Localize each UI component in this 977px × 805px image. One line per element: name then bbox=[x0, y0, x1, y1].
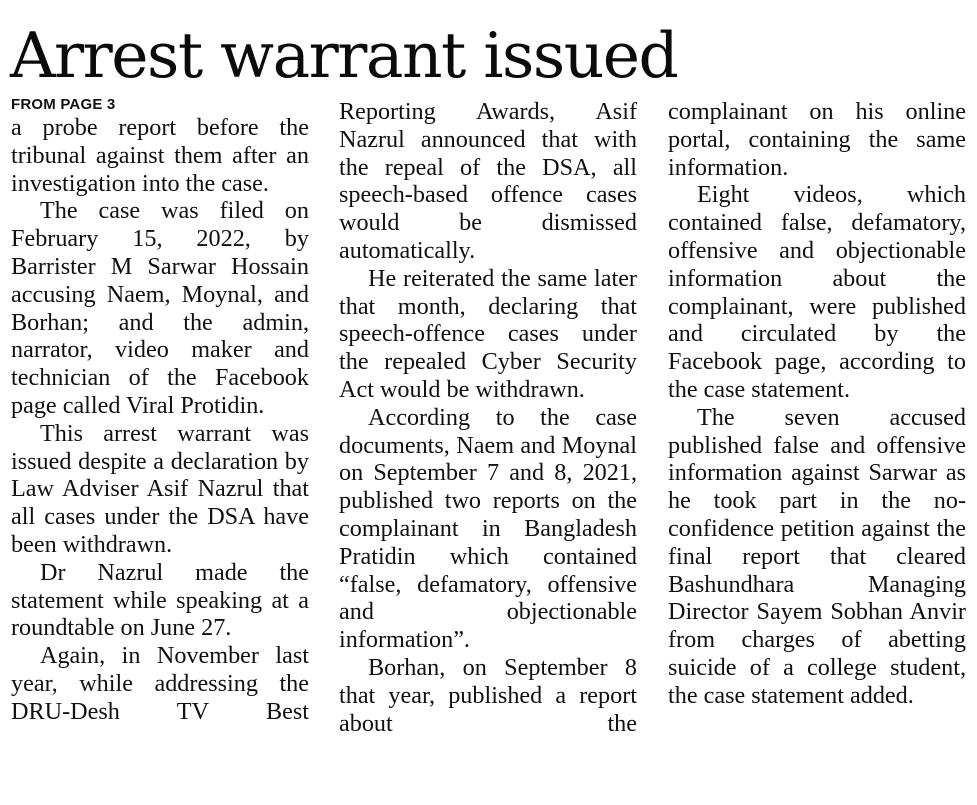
paragraph: The seven accused published false and offensive information against Sarwar as he took part in the no-confidence petition against the final report that cleared Bashundhara Managing Director Sayem Sobhan Anvir from charges of abetting suicide of a college student, the case statement added. bbox=[668, 403, 966, 709]
paragraph: He reiterated the same later that month, declaring that speech-offence cases under the repealed Cyber Security Act would be withdrawn. bbox=[339, 264, 637, 403]
headline: Arrest warrant issued bbox=[10, 19, 678, 92]
paragraph: Dr Nazrul made the statement while speaking at a roundtable on June 27. bbox=[11, 558, 309, 642]
paragraph: Reporting Awards, Asif Nazrul announced that with the repeal of the DSA, all speech-based offence cases would be dismissed automatically. bbox=[339, 98, 637, 264]
paragraph: This arrest warrant was issued despite a declaration by Law Adviser Asif Nazrul that all cases under the DSA have been withdrawn. bbox=[11, 419, 309, 558]
article-column-2 bbox=[339, 98, 637, 737]
paragraph: a probe report before the tribunal against them after an investigation into the case. bbox=[11, 114, 309, 197]
paragraph: Borhan, on September 8 that year, published a report about the bbox=[339, 653, 637, 737]
paragraph: complainant on his online portal, containing the same information. bbox=[668, 98, 966, 181]
paragraph: Eight videos, which contained false, defamatory, offensive and objectionable information about the complainant, were published and circulated by the Facebook page, according to the case statement. bbox=[668, 181, 966, 403]
article-column-3 bbox=[668, 98, 966, 710]
article-column-1 bbox=[11, 96, 309, 726]
continuation-kicker: FROM PAGE 3 bbox=[11, 96, 116, 113]
paragraph: The case was filed on February 15, 2022, by Barrister M Sarwar Hossain accusing Naem, Moynal, and Borhan; and the admin, narrator, video maker and technician of the Facebook page called Viral Protidin. bbox=[11, 197, 309, 419]
paragraph: Again, in November last year, while addressing the DRU-Desh TV Best bbox=[11, 642, 309, 725]
paragraph: According to the case documents, Naem and Moynal on September 7 and 8, 2021, published two reports on the complainant in Bangladesh Pratidin which contained “false, defamatory, offensive and objectionable information”. bbox=[339, 403, 637, 654]
